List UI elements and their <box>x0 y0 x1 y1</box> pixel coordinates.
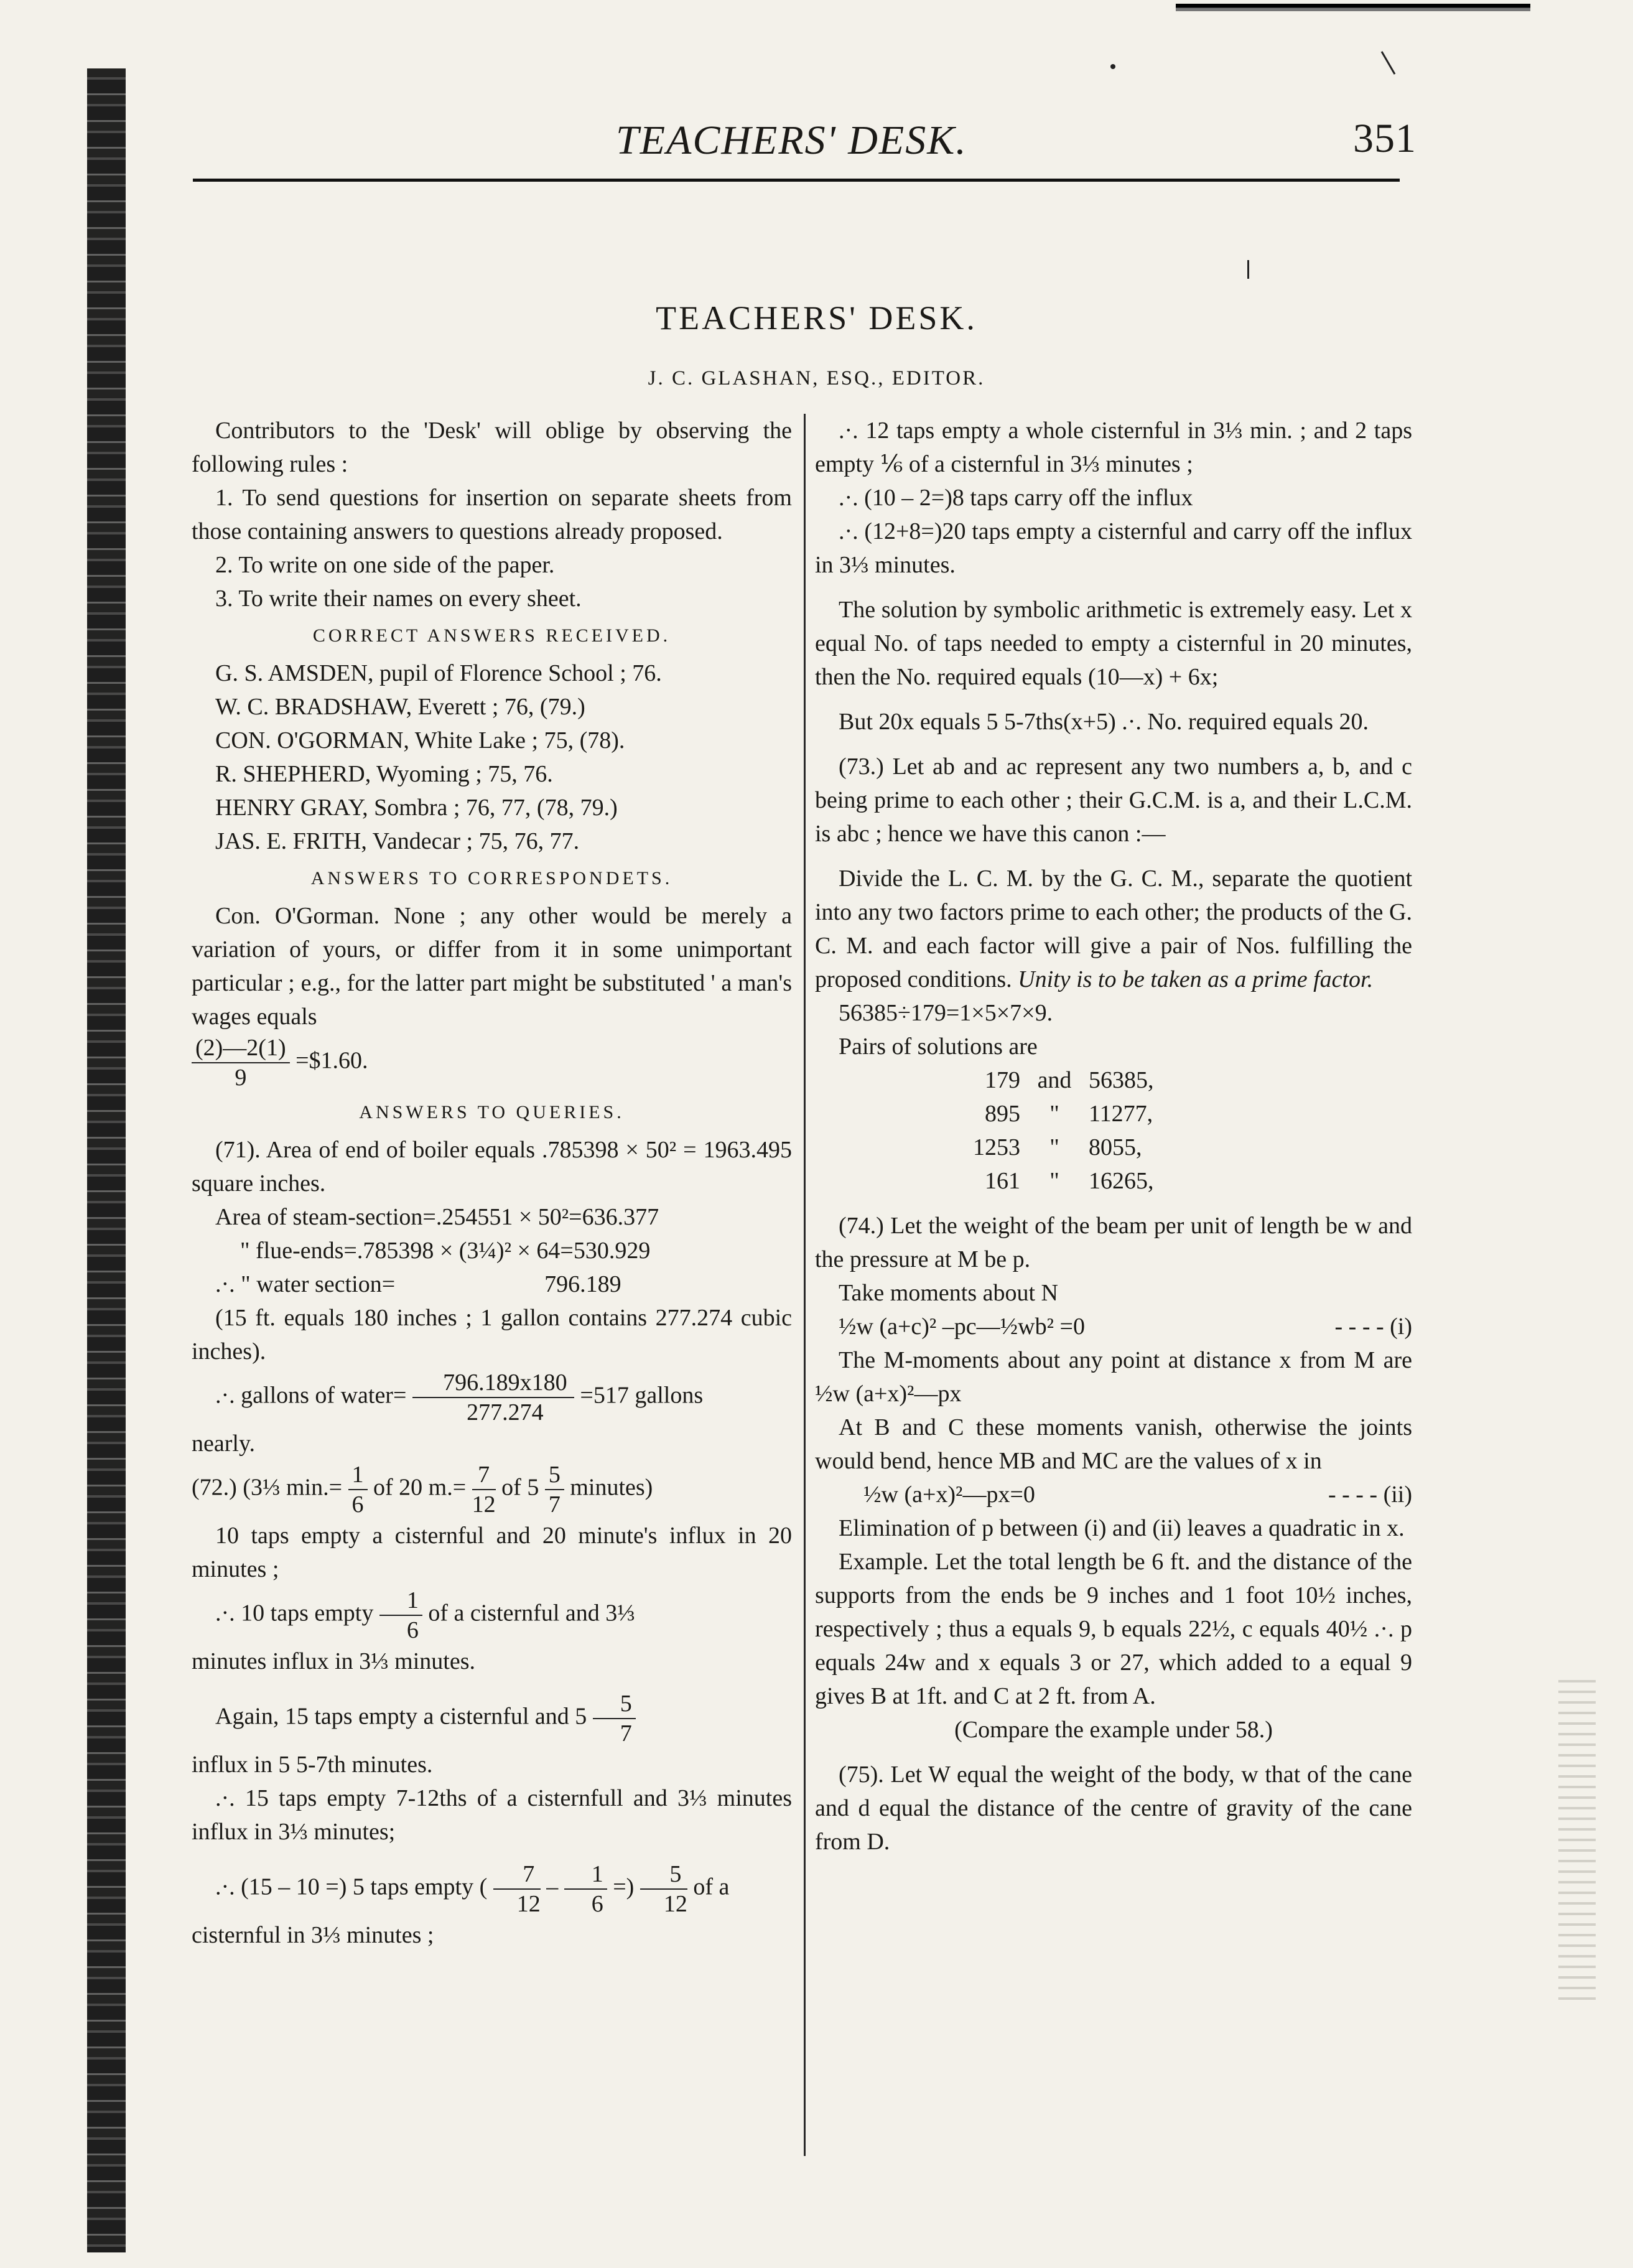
correct-entry: CON. O'GORMAN, White Lake ; 75, (78). <box>215 727 625 754</box>
rule-item: 3. To write their names on every sheet. <box>215 586 582 612</box>
answer-72-continued: .·. 12 taps empty a whole cisternful in 3⅓ min. ; and 2 taps empty ⅙ of a cisternful in 3⅓ minutes ; <box>815 418 1412 477</box>
answer-74-line: Take moments about N <box>839 1280 1058 1306</box>
answer-71-line: (15 ft. equals 180 inches ; 1 gallon contains 277.274 cubic inches). <box>192 1305 792 1365</box>
gallons-formula: .·. gallons of water= $\frac{796.189x180}{277.274}$ =517 gallons <box>215 1370 704 1426</box>
correct-entry: W. C. BRADSHAW, Everett ; 76, (79.) <box>215 694 585 720</box>
column-divider <box>804 414 806 2156</box>
answer-72-line: 10 taps empty a cisternful and 20 minute's influx in 20 minutes ; <box>192 1523 792 1582</box>
page-number: 351 <box>1353 116 1417 161</box>
correct-entry: G. S. AMSDEN, pupil of Florence School ; 76. <box>215 660 662 686</box>
answer-74-line: The M-moments about any point at distance x from M are ½w (a+x)²—px <box>815 1347 1412 1407</box>
answer-71-line: " flue-ends=.785398 × (3¼)² × 64=530.929 <box>240 1238 651 1264</box>
correct-entry: HENRY GRAY, Sombra ; 76, 77, (78, 79.) <box>215 795 618 821</box>
equation-i: ½w (a+c)² –pc—½wb² =0 - - - - (i) <box>839 1314 1412 1340</box>
book-spine-edge <box>87 68 126 2252</box>
stray-mark <box>1247 260 1249 279</box>
stray-mark <box>1381 51 1396 75</box>
equation-ii: ½w (a+x)²—px=0 - - - - (ii) <box>863 1482 1412 1508</box>
right-column <box>815 414 1412 1859</box>
intro-paragraph: Contributors to the 'Desk' will oblige by observing the following rules : <box>192 418 792 477</box>
pair-row: 179 and 56385, <box>985 1067 1154 1093</box>
correspondent-answer: Con. O'Gorman. None ; any other would be merely a variation of yours, or differ from it in some unimportant particular ; e.g., for the latter part might be substituted ' a man's wages equals <box>192 903 792 1030</box>
answer-73: (73.) Let ab and ac represent any two numbers a, b, and c being prime to each other ; their G.C.M. is a, and their L.C.M. is abc ; hence we have this canon :— <box>815 754 1412 847</box>
fraction: $\frac{5}{7}$ <box>545 1460 564 1519</box>
answer-71-end: nearly. <box>192 1430 255 1457</box>
article-title: TEACHERS' DESK. <box>656 299 977 337</box>
correct-entry: R. SHEPHERD, Wyoming ; 75, 76. <box>215 761 553 787</box>
queries-heading: ANSWERS TO QUERIES. <box>359 1102 625 1122</box>
equals-sign: =) <box>613 1874 635 1900</box>
answer-71-line: (71). Area of end of boiler equals .785398 × 50² = 1963.495 square inches. <box>192 1137 792 1197</box>
answer-72-continued: .·. (10 – 2=)8 taps carry off the influx <box>839 485 1193 511</box>
correct-entry: JAS. E. FRITH, Vandecar ; 75, 76, 77. <box>215 828 580 854</box>
answer-73-canon: Divide the L. C. M. by the G. C. M., separate the quotient into any two factors prime to each other; the products of the G. C. M. and each factor will give a pair of Nos. fulfilling the proposed conditions. Unity is to be taken as a prime factor. <box>815 866 1412 992</box>
fraction: $\frac{5}{7}$ <box>593 1689 636 1748</box>
stray-mark <box>1110 64 1115 69</box>
answer-72-line: cisternful in 3⅓ minutes ; <box>192 1922 434 1948</box>
editor-line: J. C. GLASHAN, ESQ., EDITOR. <box>648 367 985 390</box>
pair-row: 1253 " 8055, <box>973 1134 1142 1160</box>
answer-74-line: At B and C these moments vanish, otherwise the joints would bend, hence MB and MC are the values of x in <box>815 1414 1412 1474</box>
correct-answers-heading: CORRECT ANSWERS RECEIVED. <box>312 625 671 646</box>
fraction: $\frac{1}{6}$ <box>348 1460 368 1519</box>
answer-71-line: .·. " water section= 796.189 <box>215 1271 621 1297</box>
pair-row: 895 " 11277, <box>985 1101 1153 1127</box>
wage-formula: $\frac{(2)—2(1)}{9}$ =$1.60. <box>192 1034 792 1092</box>
fraction: $\frac{1}{6}$ <box>379 1586 422 1645</box>
answer-72-continued: .·. (12+8=)20 taps empty a cisternful and carry off the influx in 3⅓ minutes. <box>815 518 1412 578</box>
answer-72-line: minutes influx in 3⅓ minutes. <box>192 1648 475 1674</box>
pairs-table <box>815 1063 1412 1198</box>
symbolic-solution: The solution by symbolic arithmetic is extremely easy. Let x equal No. of taps needed to empty a cisternful in 20 minutes, then the No. required equals (10—x) + 6x; <box>815 597 1412 690</box>
header-rule <box>193 179 1400 182</box>
fraction: $\frac{7}{12}$ <box>472 1462 496 1518</box>
compare-note: (Compare the example under 58.) <box>954 1717 1273 1743</box>
answer-75: (75). Let W equal the weight of the body, w that of the cane and d equal the distance of the centre of gravity of the cane from D. <box>815 1762 1412 1855</box>
rule-item: 1. To send questions for insertion on separate sheets from those containing answers to questions already proposed. <box>192 485 792 544</box>
page-edge-speckle <box>1558 1680 1596 2004</box>
answer-74-example: Example. Let the total length be 6 ft. and the distance of the supports from the ends be 9 inches and 1 foot 10½ inches, respectively ; thus a equals 9, b equals 22½, c equals 40½ .·. p equals 24w and x equals 3 or 27, which added to a equal 9 gives B at 1ft. and C at 2 ft. from A. <box>815 1549 1412 1709</box>
left-column <box>192 414 792 1952</box>
wage-fraction: $\frac{(2)—2(1)}{9}$ <box>192 1034 290 1092</box>
answer-74: (74.) Let the weight of the beam per unit of length be w and the pressure at M be p. <box>815 1213 1412 1272</box>
answer-72-line: Again, 15 taps empty a cisternful and 5 $\frac{5}{7}$ <box>192 1689 792 1748</box>
minus-sign: – <box>546 1874 559 1900</box>
rule-item: 2. To write on one side of the paper. <box>215 552 555 578</box>
symbolic-solution: But 20x equals 5 5-7ths(x+5) .·. No. required equals 20. <box>839 709 1369 735</box>
answer-71-line: Area of steam-section=.254551 × 50²=636.377 <box>215 1204 659 1230</box>
running-head: TEACHERS' DESK. <box>616 118 967 163</box>
answer-72-line: .·. 10 taps empty $\frac{1}{6}$ of a cisternful and 3⅓ <box>215 1587 635 1643</box>
answer-72-line: .·. (15 – 10 =) 5 taps empty ( $\frac{7}{12}$ – $\frac{1}{6}$ =) $\frac{5}{12}$ of a <box>215 1861 730 1917</box>
gallons-fraction: $\frac{796.189x180}{277.274}$ <box>412 1368 574 1427</box>
answer-72-line: influx in 5 5-7th minutes. <box>192 1752 433 1778</box>
answer-72-formula: (72.) (3⅓ min.= $\frac{1}{6}$ of 20 m.= $\frac{7}{12}$ of 5 $\frac{5}{7}$ minutes) <box>192 1462 653 1518</box>
correspondents-heading: ANSWERS TO CORRESPONDETS. <box>310 868 673 889</box>
pair-row: 161 " 16265, <box>985 1168 1154 1194</box>
top-edge-rule <box>1176 4 1530 11</box>
fraction: $\frac{7}{12}$ <box>493 1860 541 1918</box>
fraction: $\frac{1}{6}$ <box>564 1860 607 1918</box>
answer-74-line: Elimination of p between (i) and (ii) leaves a quadratic in x. <box>839 1515 1405 1541</box>
answer-73-line: Pairs of solutions are <box>839 1034 1038 1060</box>
answer-72-line: .·. 15 taps empty 7-12ths of a cisternfull and 3⅓ minutes influx in 3⅓ minutes; <box>192 1785 792 1845</box>
answer-73-line: 56385÷179=1×5×7×9. <box>839 1000 1053 1026</box>
fraction: $\frac{5}{12}$ <box>640 1860 687 1918</box>
